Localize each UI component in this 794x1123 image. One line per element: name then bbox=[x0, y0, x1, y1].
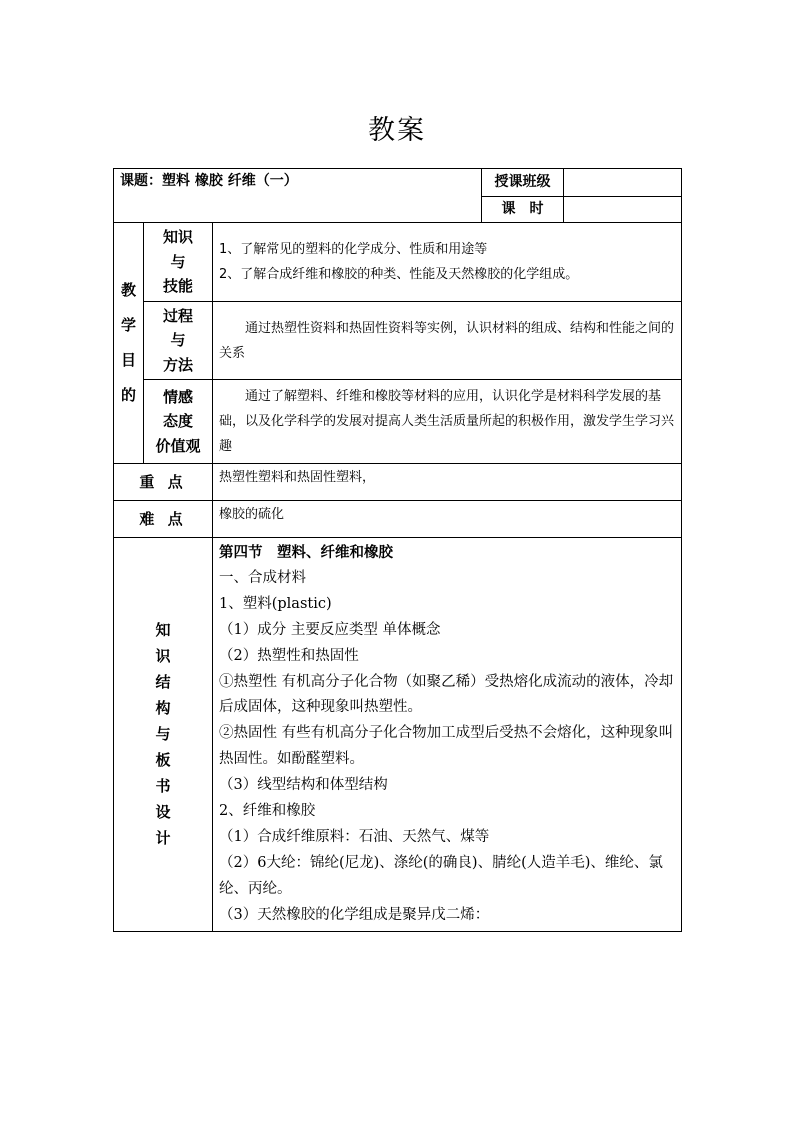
document-title: 教案 bbox=[368, 115, 426, 146]
process-method-content: 通过热塑性资料和热固性资料等实例，认识材料的组成、结构和性能之间的关系 bbox=[213, 302, 682, 380]
lesson-plan-table bbox=[113, 168, 682, 932]
board-line: （1）成分 主要反应类型 单体概念 bbox=[219, 621, 441, 638]
key-point-content: 热塑性塑料和热固性塑料， bbox=[213, 464, 682, 501]
period-value[interactable] bbox=[564, 197, 682, 223]
topic-cell: 课题：塑料 橡胶 纤维（一） bbox=[114, 169, 482, 223]
board-design-label: 知 识 结 构 与 板 书 设 计 bbox=[114, 538, 213, 932]
board-line: （1）合成纤维原料：石油、天然气、煤等 bbox=[219, 828, 490, 845]
board-line: （2）热塑性和热固性 bbox=[219, 647, 359, 664]
emotion-attitude-label: 情感 态度 价值观 bbox=[144, 380, 213, 464]
board-line: ①热塑性 有机高分子化合物（如聚乙稀）受热熔化成流动的液体，冷却后成固体，这种现象叫热塑性。 bbox=[219, 673, 674, 716]
board-line: 1、塑料(plastic) bbox=[219, 595, 332, 612]
class-value[interactable] bbox=[564, 169, 682, 197]
board-line: ②热固性 有些有机高分子化合物加工成型后受热不会熔化，这种现象叫热固性。如酚醛塑料。 bbox=[219, 725, 674, 768]
board-line: （3）线型结构和体型结构 bbox=[219, 777, 388, 794]
knowledge-skill-label: 知识 与 技能 bbox=[144, 223, 213, 302]
key-point-label: 重 点 bbox=[114, 464, 213, 501]
objectives-group-label: 教 学 目 的 bbox=[114, 223, 144, 464]
period-label: 课 时 bbox=[482, 197, 564, 223]
emotion-attitude-content: 通过了解塑料、纤维和橡胶等材料的应用，认识化学是材料科学发展的基础，以及化学科学的发展对提高人类生活质量所起的积极作用，激发学生学习兴趣 bbox=[213, 380, 682, 464]
board-design-content bbox=[213, 538, 682, 932]
board-line: （3）天然橡胶的化学组成是聚异戊二烯： bbox=[219, 906, 490, 923]
class-label: 授课班级 bbox=[482, 169, 564, 197]
board-line: 第四节 塑料、纤维和橡胶 bbox=[219, 544, 393, 561]
board-line: （2）6大纶：锦纶(尼龙)、涤纶(的确良)、腈纶(人造羊毛)、维纶、氯纶、丙纶。 bbox=[219, 854, 663, 897]
process-method-label: 过程 与 方法 bbox=[144, 302, 213, 380]
difficult-point-content: 橡胶的硫化 bbox=[213, 501, 682, 538]
knowledge-skill-content: 1、了解常见的塑料的化学成分、性质和用途等 2、了解合成纤维和橡胶的种类、性能及天然橡胶的化学组成。 bbox=[213, 223, 682, 302]
difficult-point-label: 难 点 bbox=[114, 501, 213, 538]
board-line: 一、合成材料 bbox=[219, 569, 306, 586]
board-line: 2、纤维和橡胶 bbox=[219, 803, 316, 820]
